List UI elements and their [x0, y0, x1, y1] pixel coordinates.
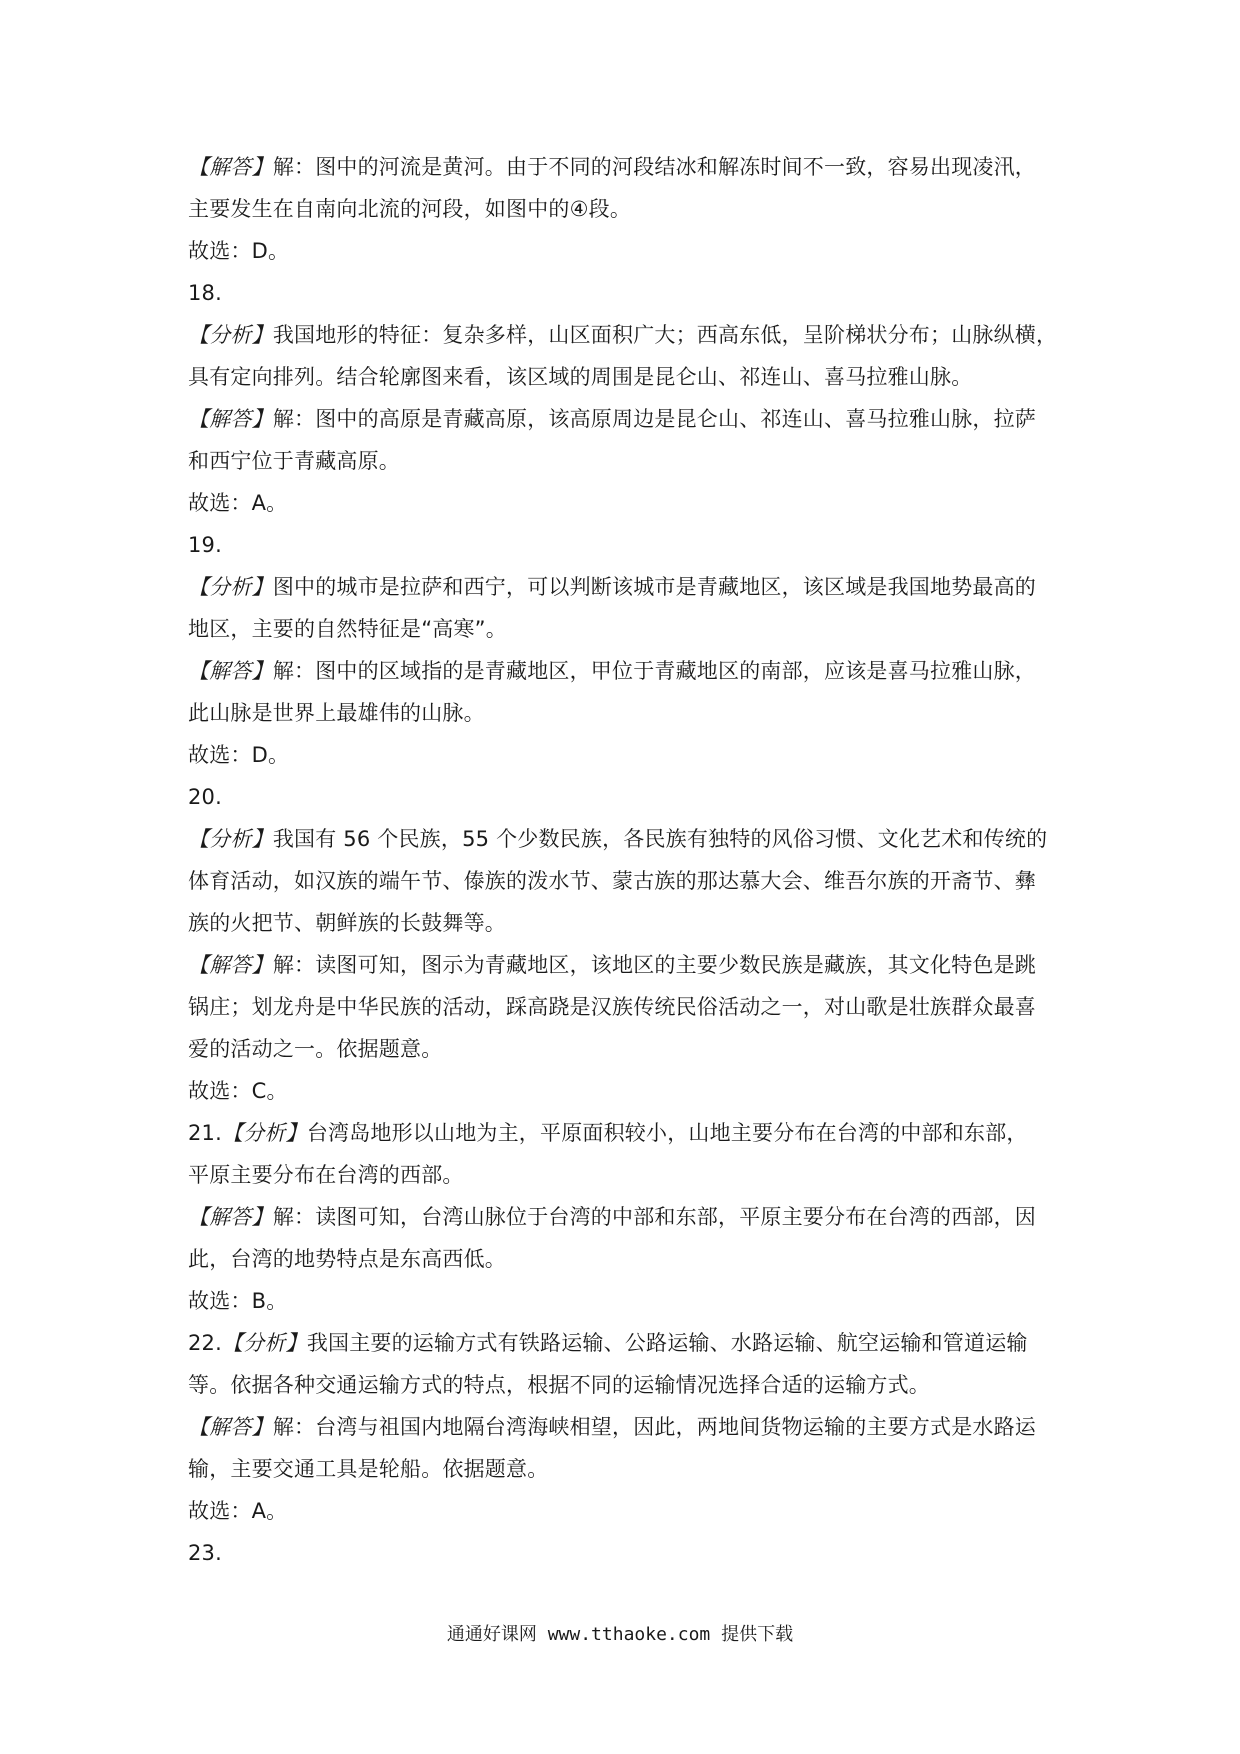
line-text: 此山脉是世界上最雄伟的山脉。	[188, 701, 485, 725]
answer-tag: 【解答】	[188, 1205, 273, 1229]
line-text: 19.	[188, 533, 222, 557]
line-text: 等。依据各种交通运输方式的特点，根据不同的运输情况选择合适的运输方式。	[188, 1373, 930, 1397]
line-text: 解：读图可知，台湾山脉位于台湾的中部和东部，平原主要分布在台湾的西部，因	[272, 1205, 1037, 1229]
question-number	[188, 776, 1058, 818]
answer-tag: 【解答】	[188, 1415, 273, 1439]
line-text: 故选：C。	[188, 1079, 288, 1103]
analysis-tag: 【分析】	[188, 827, 273, 851]
text-line	[188, 608, 1058, 650]
answer-tag: 【解答】	[188, 155, 273, 179]
text-line	[188, 944, 1058, 986]
line-text: 18.	[188, 281, 222, 305]
text-line	[188, 1154, 1058, 1196]
text-line	[188, 566, 1058, 608]
text-line	[188, 734, 1058, 776]
line-text: 23.	[188, 1541, 222, 1565]
analysis-tag: 【分析】	[222, 1121, 307, 1145]
text-line	[188, 146, 1058, 188]
line-text: 爱的活动之一。依据题意。	[188, 1037, 443, 1061]
line-text: 体育活动，如汉族的端午节、傣族的泼水节、蒙古族的那达慕大会、维吾尔族的开斋节、彝	[188, 869, 1036, 893]
line-text: 锅庄；划龙舟是中华民族的活动，踩高跷是汉族传统民俗活动之一，对山歌是壮族群众最喜	[188, 995, 1036, 1019]
text-line	[188, 230, 1058, 272]
text-line	[188, 1322, 1058, 1364]
analysis-tag: 【分析】	[188, 323, 273, 347]
line-text: 具有定向排列。结合轮廓图来看，该区域的周围是昆仑山、祁连山、喜马拉雅山脉。	[188, 365, 973, 389]
line-text: 和西宁位于青藏高原。	[188, 449, 400, 473]
text-line	[188, 482, 1058, 524]
line-text: 主要发生在自南向北流的河段，如图中的④段。	[188, 197, 632, 221]
question-number	[188, 1532, 1058, 1574]
text-line	[188, 356, 1058, 398]
line-text: 族的火把节、朝鲜族的长鼓舞等。	[188, 911, 506, 935]
text-line	[188, 1280, 1058, 1322]
text-line	[188, 650, 1058, 692]
line-text: 解：图中的河流是黄河。由于不同的河段结冰和解冻时间不一致，容易出现凌汛，	[272, 155, 1037, 179]
analysis-tag: 【分析】	[222, 1331, 307, 1355]
line-text: 解：图中的高原是青藏高原，该高原周边是昆仑山、祁连山、喜马拉雅山脉，拉萨	[272, 407, 1037, 431]
line-text: 台湾岛地形以山地为主，平原面积较小，山地主要分布在台湾的中部和东部，	[306, 1121, 1028, 1145]
line-text: 地区，主要的自然特征是“高寒”。	[188, 617, 507, 641]
text-line	[188, 188, 1058, 230]
text-line	[188, 1070, 1058, 1112]
text-line	[188, 440, 1058, 482]
line-text: 图中的城市是拉萨和西宁，可以判断该城市是青藏地区，该区域是我国地势最高的	[272, 575, 1037, 599]
text-line	[188, 1406, 1058, 1448]
text-line	[188, 692, 1058, 734]
text-line	[188, 1238, 1058, 1280]
question-number-inline: 21.	[188, 1121, 222, 1145]
question-number-inline: 22.	[188, 1331, 222, 1355]
text-line	[188, 398, 1058, 440]
line-text: 解：台湾与祖国内地隔台湾海峡相望，因此，两地间货物运输的主要方式是水路运	[272, 1415, 1037, 1439]
text-line	[188, 818, 1058, 860]
line-text: 故选：D。	[188, 743, 290, 767]
line-text: 我国地形的特征：复杂多样，山区面积广大；西高东低，呈阶梯状分布；山脉纵横，	[272, 323, 1058, 347]
line-text: 我国主要的运输方式有铁路运输、公路运输、水路运输、航空运输和管道运输	[306, 1331, 1028, 1355]
line-text: 解：图中的区域指的是青藏地区，甲位于青藏地区的南部，应该是喜马拉雅山脉，	[272, 659, 1037, 683]
question-number	[188, 524, 1058, 566]
text-line	[188, 1112, 1058, 1154]
text-line	[188, 986, 1058, 1028]
line-text: 我国有 56 个民族，55 个少数民族，各民族有独特的风俗习惯、文化艺术和传统的	[272, 827, 1048, 851]
line-text: 故选：A。	[188, 1499, 288, 1523]
text-line	[188, 902, 1058, 944]
text-line	[188, 1364, 1058, 1406]
answer-tag: 【解答】	[188, 407, 273, 431]
analysis-tag: 【分析】	[188, 575, 273, 599]
line-text: 平原主要分布在台湾的西部。	[188, 1163, 464, 1187]
line-text: 故选：B。	[188, 1289, 288, 1313]
text-line	[188, 1028, 1058, 1070]
answer-tag: 【解答】	[188, 953, 273, 977]
line-text: 故选：D。	[188, 239, 290, 263]
document-body	[188, 146, 1058, 1574]
text-line	[188, 860, 1058, 902]
answer-tag: 【解答】	[188, 659, 273, 683]
line-text: 20.	[188, 785, 222, 809]
page-footer: 通通好课网 www.tthaoke.com 提供下载	[446, 1624, 794, 1645]
text-line	[188, 314, 1058, 356]
text-line	[188, 1490, 1058, 1532]
line-text: 输，主要交通工具是轮船。依据题意。	[188, 1457, 549, 1481]
line-text: 解：读图可知，图示为青藏地区，该地区的主要少数民族是藏族，其文化特色是跳	[272, 953, 1037, 977]
question-number	[188, 272, 1058, 314]
line-text: 故选：A。	[188, 491, 288, 515]
line-text: 此，台湾的地势特点是东高西低。	[188, 1247, 506, 1271]
text-line	[188, 1196, 1058, 1238]
text-line	[188, 1448, 1058, 1490]
